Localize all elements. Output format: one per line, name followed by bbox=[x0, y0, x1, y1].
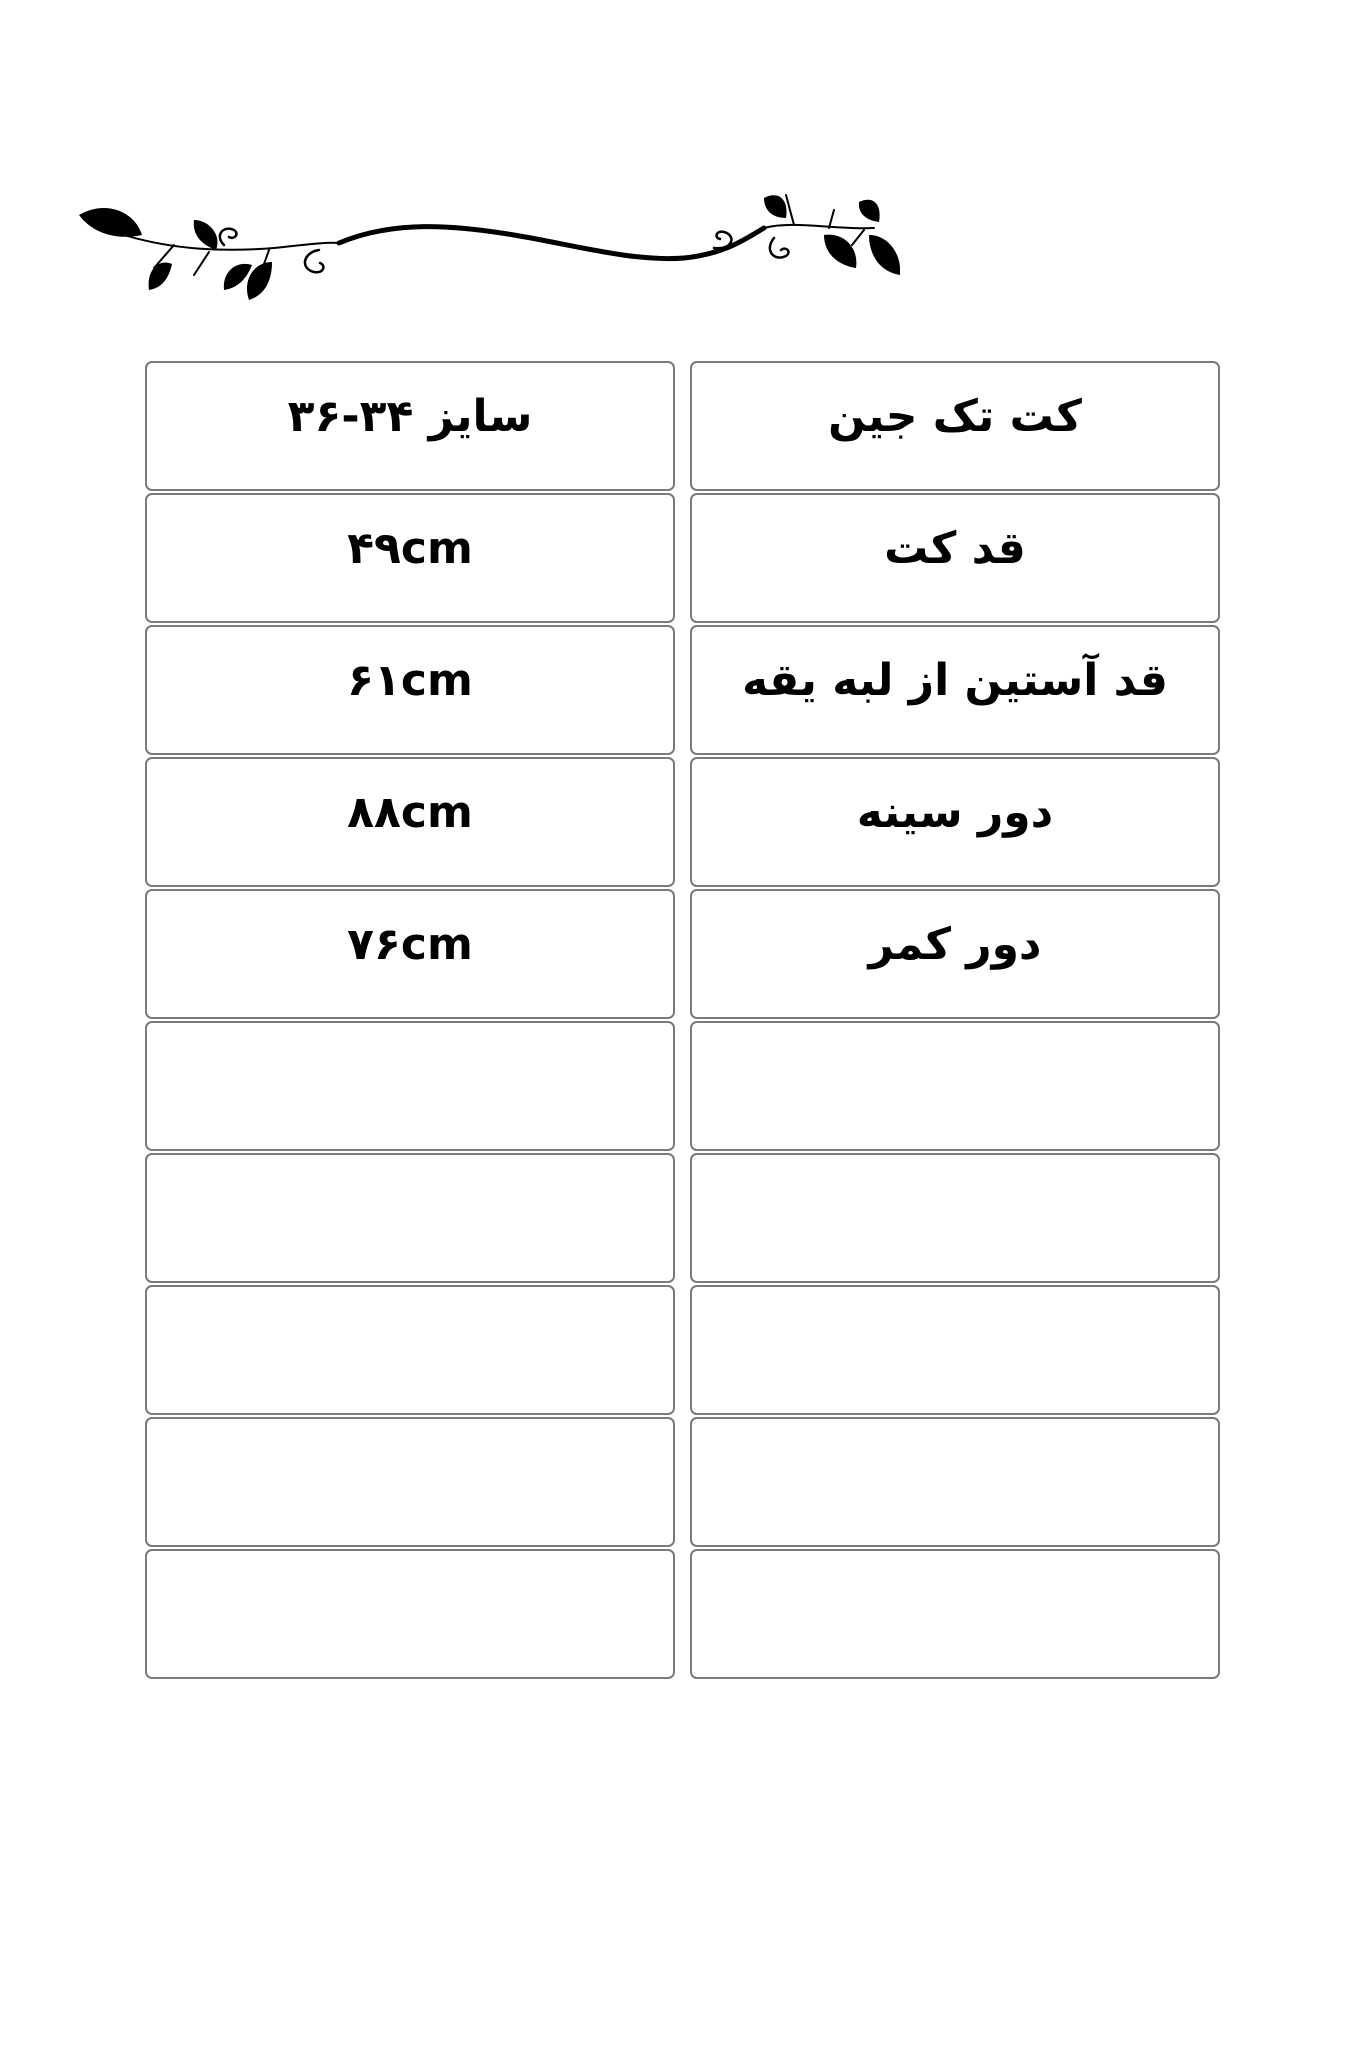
value-text: ۸۸cm bbox=[347, 786, 473, 838]
label-cell bbox=[690, 1153, 1220, 1283]
leaf-vine-divider-icon bbox=[74, 190, 900, 320]
value-cell bbox=[145, 889, 675, 1019]
table-row bbox=[145, 361, 1225, 493]
table-row bbox=[145, 625, 1225, 757]
value-text: ۷۶cm bbox=[347, 918, 473, 970]
table-row bbox=[145, 757, 1225, 889]
table-row bbox=[145, 493, 1225, 625]
label-cell bbox=[690, 1021, 1220, 1151]
value-cell bbox=[145, 625, 675, 755]
value-cell bbox=[145, 757, 675, 887]
label-cell bbox=[690, 361, 1220, 491]
label-text: دور کمر bbox=[868, 918, 1042, 970]
label-cell bbox=[690, 625, 1220, 755]
label-cell bbox=[690, 493, 1220, 623]
table-row bbox=[145, 1417, 1225, 1549]
value-cell bbox=[145, 1285, 675, 1415]
label-cell bbox=[690, 1549, 1220, 1679]
table-row bbox=[145, 1153, 1225, 1285]
label-text: کت تک جین bbox=[828, 390, 1082, 442]
value-cell bbox=[145, 1549, 675, 1679]
table-row bbox=[145, 1285, 1225, 1417]
label-cell bbox=[690, 1417, 1220, 1547]
table-row bbox=[145, 1021, 1225, 1153]
value-cell bbox=[145, 1153, 675, 1283]
value-text: ۶۱cm bbox=[347, 654, 473, 706]
label-cell bbox=[690, 889, 1220, 1019]
value-cell bbox=[145, 361, 675, 491]
value-text: ۴۹cm bbox=[347, 522, 473, 574]
label-cell bbox=[690, 1285, 1220, 1415]
value-cell bbox=[145, 1021, 675, 1151]
label-text: قد کت bbox=[884, 522, 1026, 574]
label-text: قد آستین از لبه یقه bbox=[742, 654, 1168, 706]
label-text: دور سینه bbox=[856, 786, 1054, 838]
value-text: سایز ۳۴-۳۶ bbox=[287, 390, 533, 442]
value-cell bbox=[145, 1417, 675, 1547]
label-cell bbox=[690, 757, 1220, 887]
table-row bbox=[145, 889, 1225, 1021]
size-table bbox=[145, 361, 1225, 1681]
value-cell bbox=[145, 493, 675, 623]
table-row bbox=[145, 1549, 1225, 1681]
